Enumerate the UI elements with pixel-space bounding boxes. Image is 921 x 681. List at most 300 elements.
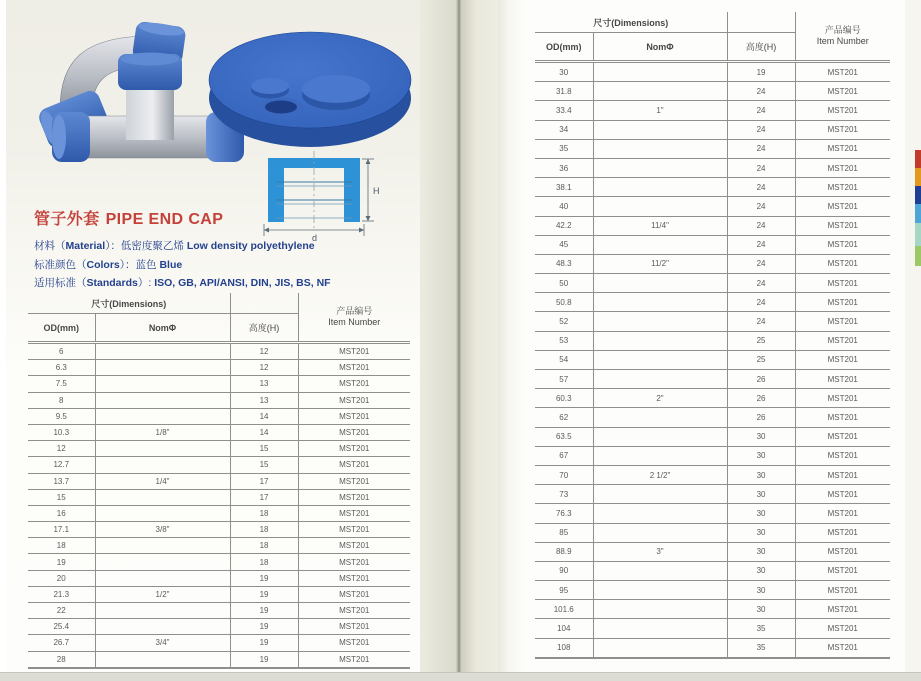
cell-height: 30 [727,600,795,619]
cell-item-number: MST201 [795,561,890,580]
cell-height: 24 [727,254,795,273]
cell-item-number: MST201 [298,392,410,408]
table-row [535,523,890,542]
table-row [535,504,890,523]
cell-od: 15 [28,489,95,505]
table-row [535,101,890,120]
cell-nom: 11/4" [593,216,727,235]
header-nom: NomΦ [95,314,230,343]
cell-item-number: MST201 [298,360,410,376]
color-bar-segment [915,223,921,246]
table-row [535,158,890,177]
table-row [535,542,890,561]
cell-item-number: MST201 [298,651,410,668]
table-row [28,441,410,457]
table-row [535,120,890,139]
cell-nom [95,343,230,360]
cell-nom [95,441,230,457]
cell-item-number: MST201 [298,424,410,440]
table-row [28,489,410,505]
cell-od: 62 [535,408,593,427]
cell-nom: 1/2" [95,586,230,602]
cell-nom [95,489,230,505]
cell-nom [593,82,727,101]
table-row [28,619,410,635]
cell-item-number: MST201 [795,465,890,484]
cell-height: 14 [230,408,298,424]
table-row [28,457,410,473]
cell-height: 13 [230,376,298,392]
cell-height: 30 [727,485,795,504]
cell-height: 30 [727,523,795,542]
cell-item-number: MST201 [795,312,890,331]
cell-od: 45 [535,235,593,254]
dimensions-table-right [535,12,890,659]
cell-item-number: MST201 [795,254,890,273]
table-row [535,638,890,658]
table-row [535,178,890,197]
cell-height: 24 [727,139,795,158]
cell-height: 19 [230,603,298,619]
cell-item-number: MST201 [298,635,410,651]
cell-height: 30 [727,581,795,600]
cell-od: 85 [535,523,593,542]
cell-item-number: MST201 [298,376,410,392]
table-row [28,538,410,554]
cell-height: 24 [727,82,795,101]
cell-item-number: MST201 [795,581,890,600]
cell-item-number: MST201 [298,619,410,635]
cell-nom [593,485,727,504]
cell-height: 19 [230,651,298,668]
title-chinese: 管子外套 [34,211,100,228]
cell-height: 25 [727,331,795,350]
table-row [535,427,890,446]
table-row [535,485,890,504]
cell-item-number: MST201 [298,603,410,619]
header-nom: NomΦ [593,33,727,62]
cell-nom [95,392,230,408]
cell-height: 14 [230,424,298,440]
h-label: H [373,186,380,196]
cell-nom [593,504,727,523]
cell-item-number: MST201 [795,389,890,408]
cell-item-number: MST201 [298,408,410,424]
cell-od: 33.4 [535,101,593,120]
cell-nom [95,554,230,570]
cell-item-number: MST201 [795,82,890,101]
photo-large-disc-cap [209,32,411,147]
cell-od: 19 [28,554,95,570]
cell-nom [95,538,230,554]
color-bar-segment [915,186,921,204]
table-row [535,408,890,427]
cell-nom: 1/8" [95,424,230,440]
cell-height: 35 [727,619,795,638]
table-row [28,505,410,521]
color-bar-segment [915,150,921,168]
cap-cross-section-diagram [256,148,382,242]
table-row [535,274,890,293]
cell-nom [593,600,727,619]
cell-nom [95,651,230,668]
header-height: 高度(H) [727,33,795,62]
cell-nom: 1/4" [95,473,230,489]
cell-item-number: MST201 [795,523,890,542]
item-number-en: Item Number [816,36,869,46]
table-row [535,370,890,389]
cell-nom [593,408,727,427]
table-row [535,331,890,350]
cell-od: 53 [535,331,593,350]
spec-line-material [34,237,331,256]
spec-text: 适用标准（ [34,277,87,289]
cell-od: 30 [535,62,593,82]
cell-item-number: MST201 [795,331,890,350]
cell-item-number: MST201 [298,473,410,489]
cell-od: 38.1 [535,178,593,197]
header-item-number [298,293,410,343]
cell-height: 26 [727,370,795,389]
cell-nom: 3/8" [95,522,230,538]
cell-item-number: MST201 [298,522,410,538]
table-row [28,570,410,586]
table-row [535,235,890,254]
spec-label: Material [65,240,106,252]
table-row [28,651,410,668]
cell-nom [95,360,230,376]
cell-height: 24 [727,120,795,139]
cell-od: 73 [535,485,593,504]
table-row [535,197,890,216]
cell-od: 54 [535,350,593,369]
spec-line-colors [34,256,331,275]
cell-height: 24 [727,235,795,254]
spec-label: Colors [86,258,120,271]
cell-nom [95,603,230,619]
cell-nom: 3" [593,542,727,561]
header-od: OD(mm) [535,33,593,62]
cell-od: 25.4 [28,619,95,635]
cell-od: 104 [535,619,593,638]
cell-od: 7.5 [28,376,95,392]
cell-nom [593,331,727,350]
table-row [535,82,890,101]
title-english: PIPE END CAP [105,211,224,228]
table-row [28,392,410,408]
cell-od: 12 [28,441,95,457]
cell-height: 24 [727,178,795,197]
cell-nom [593,274,727,293]
cell-height: 24 [727,312,795,331]
cell-height: 19 [727,62,795,82]
table-row [535,600,890,619]
cell-nom [593,178,727,197]
cell-item-number: MST201 [795,235,890,254]
table-row [535,216,890,235]
cell-height: 18 [230,505,298,521]
spec-value: ISO, GB, API/ANSI, DIN, JIS, BS, NF [154,277,331,289]
d-label: d [312,233,318,242]
cell-height: 19 [230,635,298,651]
table-row [535,446,890,465]
cell-item-number: MST201 [298,505,410,521]
cell-item-number: MST201 [795,638,890,658]
spec-value: Blue [159,258,183,271]
cell-item-number: MST201 [795,408,890,427]
spec-text: ）: [137,277,155,289]
table-row [28,635,410,651]
cell-nom [95,619,230,635]
cell-od: 18 [28,538,95,554]
cell-od: 108 [535,638,593,658]
table-row [28,603,410,619]
cell-nom [593,139,727,158]
table-row [535,312,890,331]
cell-height: 24 [727,101,795,120]
cell-od: 13.7 [28,473,95,489]
cell-item-number: MST201 [298,343,410,360]
cell-od: 60.3 [535,389,593,408]
cell-item-number: MST201 [795,485,890,504]
cell-height: 18 [230,522,298,538]
table-row [535,350,890,369]
cell-item-number: MST201 [298,554,410,570]
cell-height: 24 [727,293,795,312]
table-row [28,376,410,392]
cell-od: 10.3 [28,424,95,440]
cell-height: 24 [727,274,795,293]
cell-od: 57 [535,370,593,389]
table-row [535,619,890,638]
cell-nom [95,570,230,586]
cell-nom: 1" [593,101,727,120]
cell-nom [95,505,230,521]
cell-nom [95,408,230,424]
cell-od: 12.7 [28,457,95,473]
cell-od: 48.3 [535,254,593,273]
cell-nom [593,427,727,446]
cell-od: 90 [535,561,593,580]
cell-od: 50.8 [535,293,593,312]
cell-item-number: MST201 [795,178,890,197]
page-title [34,206,223,229]
cell-height: 12 [230,343,298,360]
header-dimensions: 尺寸(Dimensions) [28,293,230,314]
spec-text: ）：蓝色 [119,258,160,271]
cell-height: 15 [230,457,298,473]
cell-nom [593,446,727,465]
cell-item-number: MST201 [795,216,890,235]
cell-nom [593,197,727,216]
cell-nom [593,350,727,369]
cell-od: 6 [28,343,95,360]
cell-item-number: MST201 [795,370,890,389]
table-row [28,554,410,570]
header-dimensions: 尺寸(Dimensions) [535,12,727,33]
cell-item-number: MST201 [795,427,890,446]
cell-height: 30 [727,561,795,580]
cell-height: 26 [727,389,795,408]
table-row [28,586,410,602]
cell-nom [593,235,727,254]
page-fold-gutter [420,0,498,672]
table-row [535,139,890,158]
cell-height: 24 [727,197,795,216]
cell-height: 17 [230,473,298,489]
table-row [535,465,890,484]
header-spacer [727,12,795,33]
cell-nom: 2" [593,389,727,408]
cell-od: 31.8 [535,82,593,101]
cell-nom [593,581,727,600]
spec-line-standards [34,274,331,293]
spec-text: 材料（ [34,240,66,252]
cell-od: 95 [535,581,593,600]
cell-item-number: MST201 [795,62,890,82]
spec-label: Standards [86,277,138,289]
cell-height: 30 [727,427,795,446]
table-row [535,389,890,408]
spec-value: Low density polyethylene [186,240,315,252]
cell-od: 21.3 [28,586,95,602]
color-bar-segment [915,204,921,223]
cell-od: 17.1 [28,522,95,538]
cell-od: 34 [535,120,593,139]
cell-od: 26.7 [28,635,95,651]
cell-od: 28 [28,651,95,668]
cell-nom [593,120,727,139]
cell-item-number: MST201 [298,441,410,457]
cell-item-number: MST201 [298,570,410,586]
cell-od: 36 [535,158,593,177]
cell-nom [593,158,727,177]
cell-od: 101.6 [535,600,593,619]
cell-nom [593,312,727,331]
dimensions-table-left [28,293,410,669]
cell-nom [593,561,727,580]
cell-nom [95,457,230,473]
cell-height: 19 [230,570,298,586]
header-height: 高度(H) [230,314,298,343]
cell-height: 30 [727,465,795,484]
cell-nom [593,619,727,638]
cell-item-number: MST201 [795,446,890,465]
cell-od: 70 [535,465,593,484]
cell-od: 88.9 [535,542,593,561]
cell-item-number: MST201 [795,504,890,523]
cell-item-number: MST201 [795,293,890,312]
cell-height: 13 [230,392,298,408]
header-spacer [230,293,298,314]
cell-item-number: MST201 [298,538,410,554]
cell-height: 35 [727,638,795,658]
cell-item-number: MST201 [795,197,890,216]
table-row [535,581,890,600]
cell-height: 19 [230,619,298,635]
cell-nom [593,62,727,82]
cell-item-number: MST201 [795,619,890,638]
cell-item-number: MST201 [795,600,890,619]
cell-nom [593,370,727,389]
cell-od: 42.2 [535,216,593,235]
cell-od: 76.3 [535,504,593,523]
cell-height: 30 [727,446,795,465]
cell-height: 17 [230,489,298,505]
cell-od: 9.5 [28,408,95,424]
cell-od: 40 [535,197,593,216]
cell-item-number: MST201 [795,139,890,158]
item-number-cn: 产品编号 [336,306,373,316]
cell-item-number: MST201 [795,350,890,369]
cell-height: 18 [230,538,298,554]
cell-od: 6.3 [28,360,95,376]
spec-list [34,237,331,293]
cell-nom: 2 1/2" [593,465,727,484]
cell-height: 12 [230,360,298,376]
cell-nom [593,638,727,658]
item-number-en: Item Number [328,317,381,327]
cell-item-number: MST201 [298,457,410,473]
page-right-edge [905,0,921,672]
cell-height: 26 [727,408,795,427]
cell-height: 19 [230,586,298,602]
cell-item-number: MST201 [298,586,410,602]
cell-height: 18 [230,554,298,570]
cell-od: 50 [535,274,593,293]
table-row [535,62,890,82]
table-row [28,408,410,424]
cell-height: 24 [727,216,795,235]
cell-nom [593,293,727,312]
table-row [535,293,890,312]
cell-od: 8 [28,392,95,408]
color-bar-segment [915,168,921,186]
table-row [28,473,410,489]
cell-height: 15 [230,441,298,457]
cell-height: 24 [727,158,795,177]
cell-item-number: MST201 [795,542,890,561]
cell-od: 67 [535,446,593,465]
table-row [535,561,890,580]
table-row [28,343,410,360]
spec-text: 标准颜色（ [34,258,87,271]
print-color-bar [915,150,921,266]
table-row [28,360,410,376]
cell-od: 16 [28,505,95,521]
item-number-cn: 产品编号 [824,25,861,35]
cell-item-number: MST201 [795,158,890,177]
cell-item-number: MST201 [795,101,890,120]
table-row [28,424,410,440]
cell-od: 52 [535,312,593,331]
cell-nom [593,523,727,542]
cell-nom: 3/4" [95,635,230,651]
cell-od: 20 [28,570,95,586]
table-row [28,522,410,538]
table-row [535,254,890,273]
cell-height: 30 [727,504,795,523]
cell-nom: 11/2" [593,254,727,273]
cell-item-number: MST201 [298,489,410,505]
spec-text: ）：低密度聚乙烯 [105,240,187,252]
cell-item-number: MST201 [795,120,890,139]
header-item-number [795,12,890,62]
cell-od: 63.5 [535,427,593,446]
cell-height: 30 [727,542,795,561]
color-bar-segment [915,246,921,266]
cell-nom [95,376,230,392]
